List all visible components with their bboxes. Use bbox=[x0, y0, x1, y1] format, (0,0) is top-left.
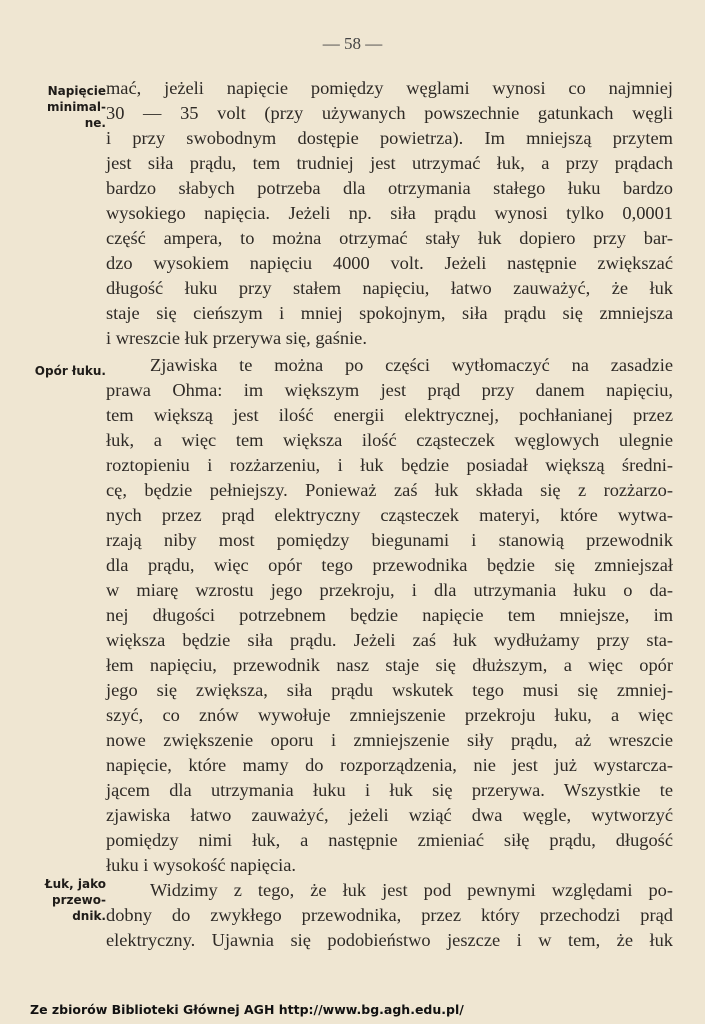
text-line: dzo wysokiem napięciu 4000 volt. Jeżeli następnie zwiększać bbox=[106, 253, 673, 273]
text-line: dobny do zwykłego przewodnika, przez który przechodzi prąd bbox=[106, 905, 673, 925]
text-line: roztopieniu i rozżarzeniu, i łuk będzie posiadał większą średni- bbox=[106, 455, 673, 475]
text-line: tem większą jest ilość energii elektrycznej, pochłanianej przez bbox=[106, 405, 673, 425]
text-line: jącem dla utrzymania łuku i łuk się przerywa. Wszystkie te bbox=[106, 780, 673, 800]
text-line: mać, jeżeli napięcie pomiędzy węglami wynosi co najmniej bbox=[106, 78, 673, 98]
text-line: elektryczny. Ujawnia się podobieństwo jeszcze i w tem, że łuk bbox=[106, 930, 673, 950]
text-line: łuku i wysokość napięcia. bbox=[106, 855, 296, 875]
text-line: łem napięciu, przewodnik nasz staje się dłuższym, a więc opór bbox=[106, 655, 673, 675]
text-line: Widzimy z tego, że łuk jest pod pewnymi względami po- bbox=[150, 880, 673, 900]
text-line: długość łuku przy stałem napięciu, łatwo zauważyć, że łuk bbox=[106, 278, 673, 298]
footer-source-note: Ze zbiorów Biblioteki Głównej AGH http://www.bg.agh.edu.pl/ bbox=[30, 1002, 464, 1017]
text-line: wysokiego napięcia. Jeżeli np. siła prądu wynosi tylko 0,0001 bbox=[106, 203, 673, 223]
text-line: część ampera, to można otrzymać stały łuk dopiero przy bar- bbox=[106, 228, 673, 248]
text-line: nych przez prąd elektryczny cząsteczek materyi, które wytwa- bbox=[106, 505, 673, 525]
text-line: szyć, co znów wywołuje zmniejszenie przekroju łuku, a więc bbox=[106, 705, 673, 725]
text-line: cę, będzie pełniejszy. Ponieważ zaś łuk składa się z rozżarzo- bbox=[106, 480, 673, 500]
text-line: staje się cieńszym i mniej spokojnym, siła prądu się zmniejsza bbox=[106, 303, 673, 323]
text-line: łuk, a więc tem większa ilość cząsteczek węglowych ulegnie bbox=[106, 430, 673, 450]
text-line: nowe zwiększenie oporu i zmniejszenie siły prądu, aż wreszcie bbox=[106, 730, 673, 750]
text-line: pomiędzy nimi łuk, a następnie zmieniać siłę prądu, długość bbox=[106, 830, 673, 850]
margin-note-minimal-voltage: Napięcie minimal- ne. bbox=[47, 84, 106, 130]
text-line: napięcie, które mamy do rozporządzenia, nie jest już wystarcza- bbox=[106, 755, 673, 775]
text-line: większa będzie siła prądu. Jeżeli zaś łuk wydłużamy przy sta- bbox=[106, 630, 673, 650]
text-line: Zjawiska te można po części wytłomaczyć na zasadzie bbox=[150, 355, 673, 375]
text-line: prawa Ohma: im większym jest prąd przy danem napięciu, bbox=[106, 380, 673, 400]
text-line: jego się zwiększa, siła prądu wskutek tego musi się zmniej- bbox=[106, 680, 673, 700]
text-line: w miarę wzrostu jego przekroju, i dla utrzymania łuku o da- bbox=[106, 580, 673, 600]
text-line: bardzo słabych potrzeba dla otrzymania stałego łuku bardzo bbox=[106, 178, 673, 198]
text-line: i wreszcie łuk przerywa się, gaśnie. bbox=[106, 328, 367, 348]
text-line: rzają niby most pomiędzy biegunami i stanowią przewodnik bbox=[106, 530, 673, 550]
text-line: dla prądu, więc opór tego przewodnika będzie się zmniejszał bbox=[106, 555, 673, 575]
text-line: zjawiska łatwo zauważyć, jeżeli wziąć dwa węgle, wytworzyć bbox=[106, 805, 673, 825]
page-number: — 58 — bbox=[322, 34, 383, 53]
margin-note-arc-resistance: Opór łuku. bbox=[34, 364, 106, 378]
margin-note-arc-as-conductor: Łuk, jako przewo- dnik. bbox=[44, 877, 106, 923]
text-line: 30 — 35 volt (przy używanych powszechnie gatunkach węgli bbox=[106, 103, 673, 123]
text-line: i przy swobodnym dostępie powietrza). Im mniejszą przytem bbox=[106, 128, 673, 148]
text-line: nej długości potrzebnem będzie napięcie tem mniejsze, im bbox=[106, 605, 673, 625]
text-line: jest siła prądu, tem trudniej jest utrzymać łuk, a przy prądach bbox=[106, 153, 673, 173]
